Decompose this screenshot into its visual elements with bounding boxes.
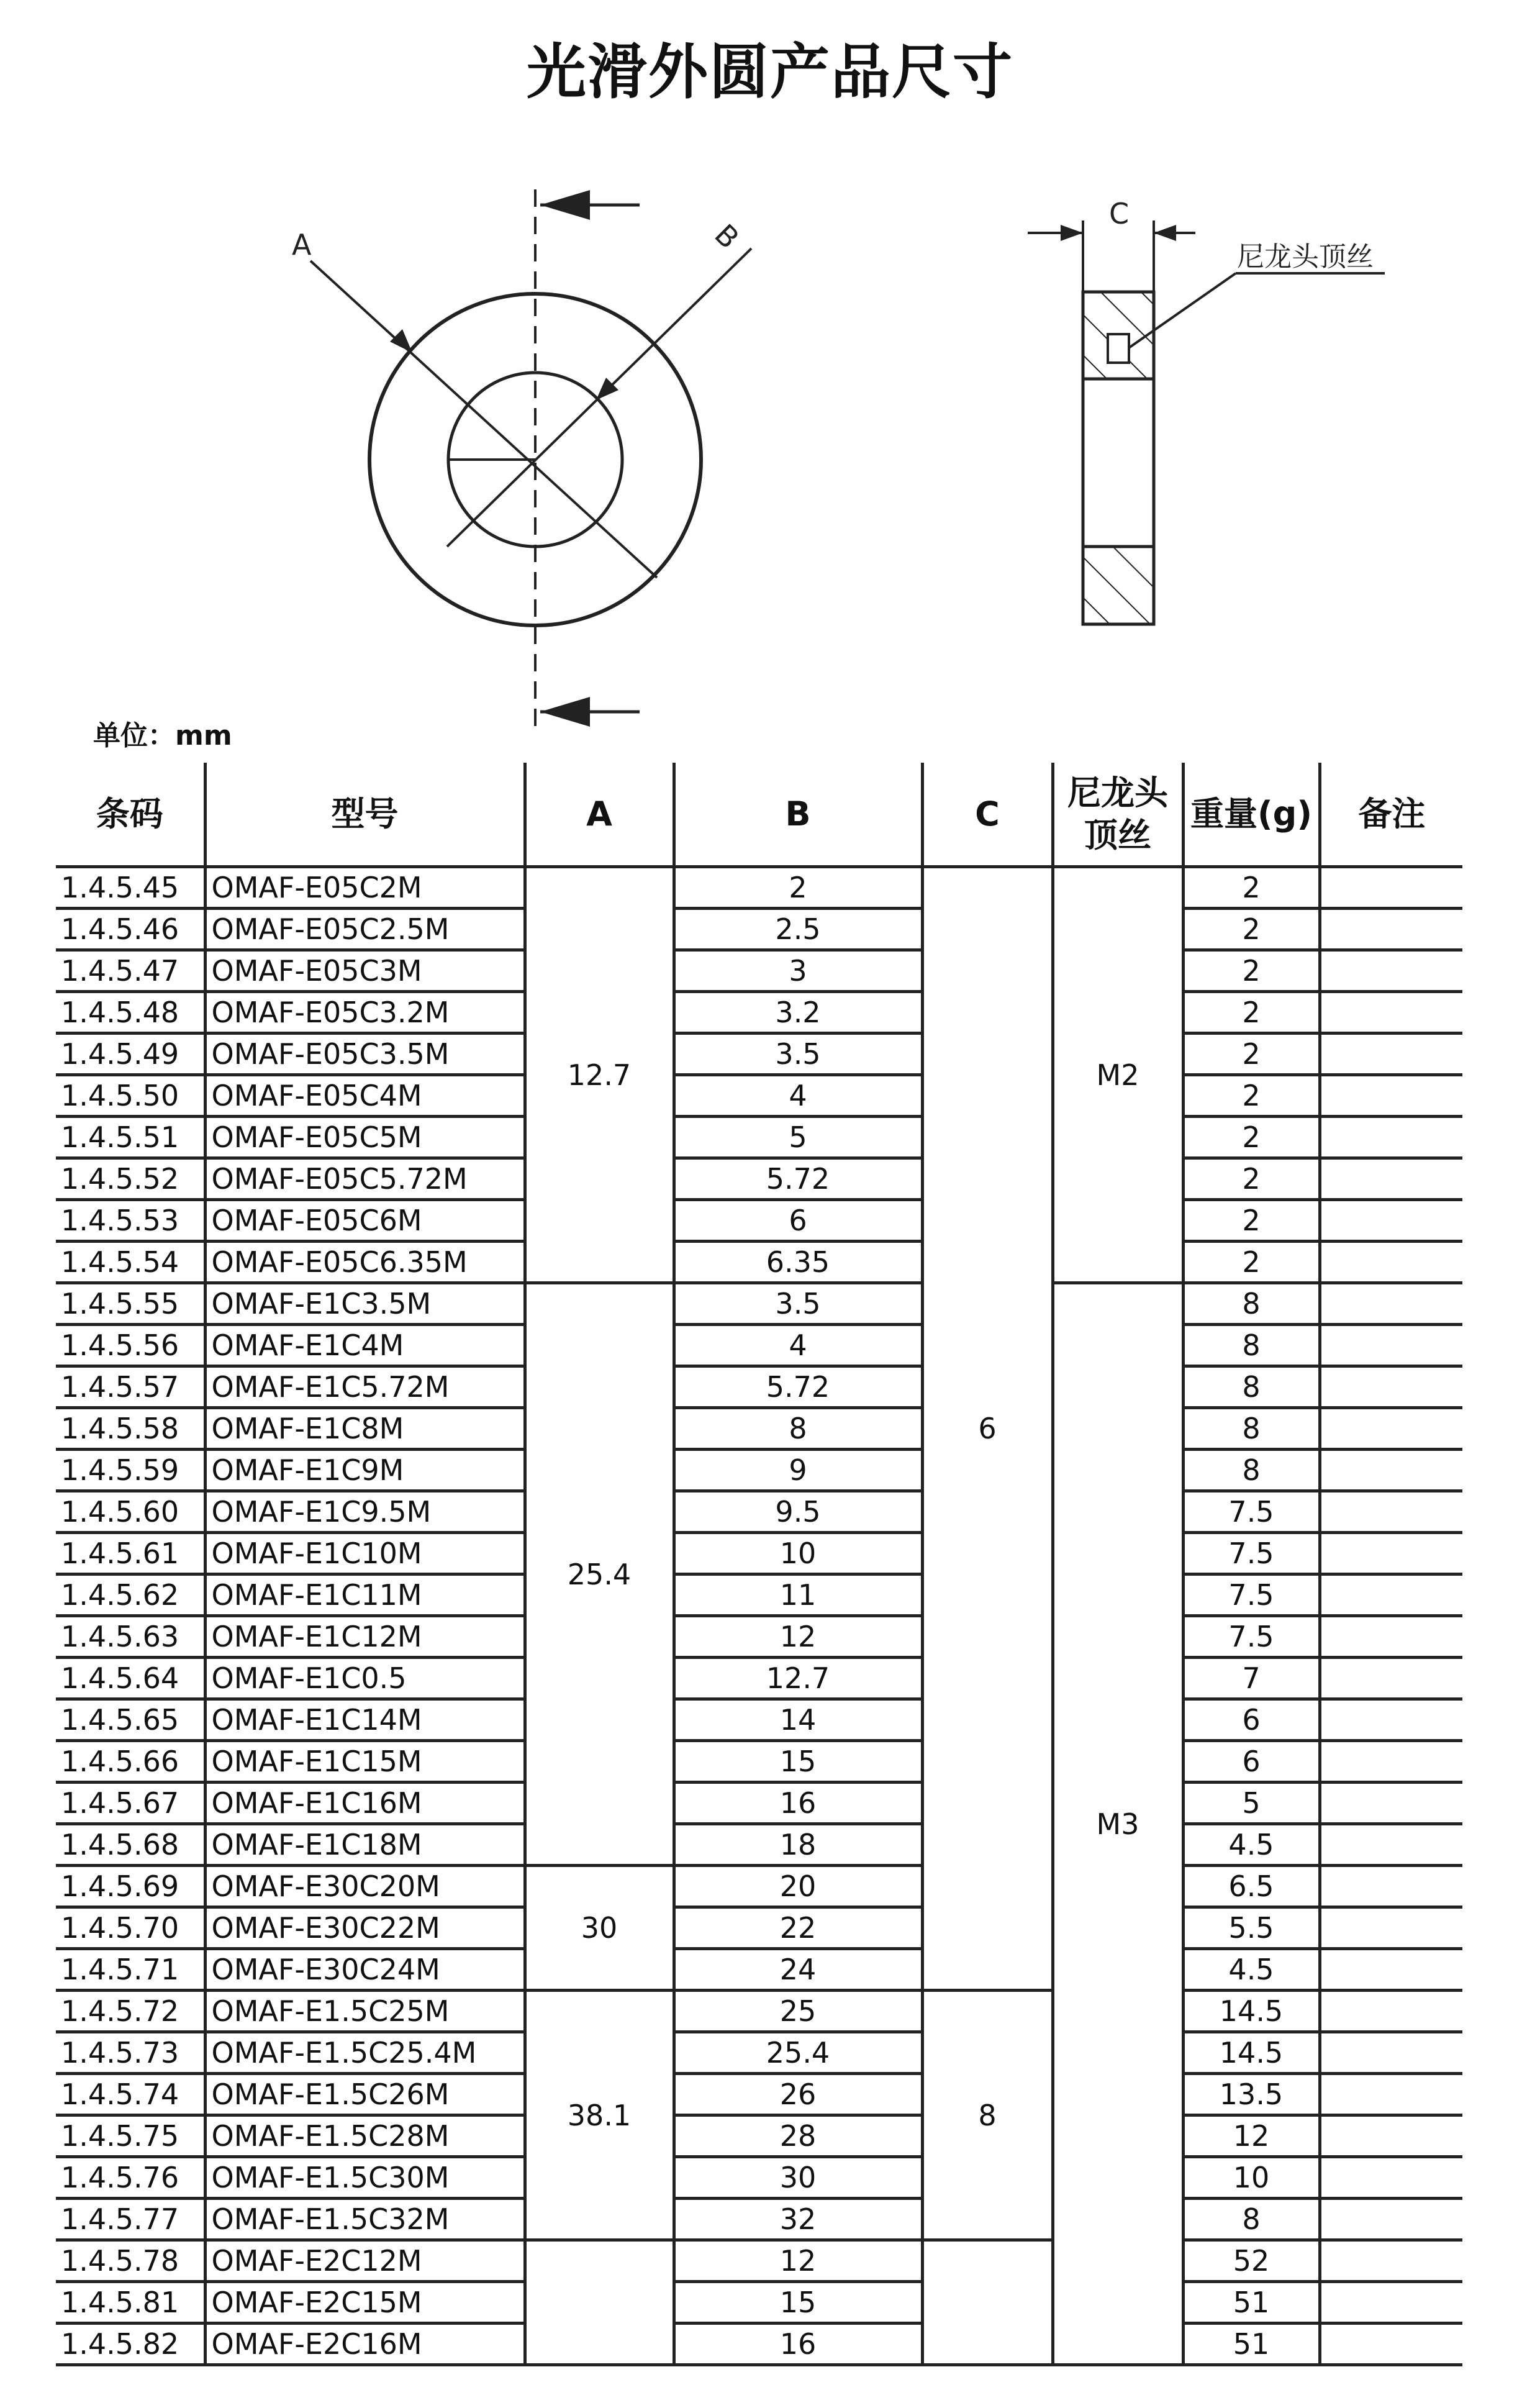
header-row <box>56 763 1462 867</box>
cell-note <box>1320 1866 1462 1907</box>
cell-b: 12 <box>674 2240 922 2282</box>
cell-b: 20 <box>674 1866 922 1907</box>
cell-weight: 2 <box>1183 1034 1320 1075</box>
cell-code: 1.4.5.69 <box>56 1866 205 1907</box>
cell-code: 1.4.5.47 <box>56 950 205 992</box>
cell-c: 6 <box>922 867 1053 1991</box>
cell-a: 38.1 <box>525 1991 674 2240</box>
cell-model: OMAF-E1C10M <box>205 1533 525 1574</box>
col-header-b: B <box>674 763 922 867</box>
arrow-a <box>390 329 412 353</box>
cell-model: OMAF-E05C5M <box>205 1117 525 1158</box>
cell-model: OMAF-E1C18M <box>205 1824 525 1866</box>
cell-code: 1.4.5.76 <box>56 2157 205 2199</box>
cell-b: 3 <box>674 950 922 992</box>
col-header-note: 备注 <box>1320 763 1462 867</box>
cell-weight: 2 <box>1183 1200 1320 1242</box>
cell-code: 1.4.5.82 <box>56 2324 205 2365</box>
table-row <box>56 950 1462 992</box>
cell-b: 18 <box>674 1824 922 1866</box>
cell-model: OMAF-E1.5C26M <box>205 2074 525 2115</box>
cell-model: OMAF-E05C3.2M <box>205 992 525 1034</box>
cell-model: OMAF-E1C9M <box>205 1450 525 1491</box>
table-row <box>56 1741 1462 1783</box>
cell-weight: 2 <box>1183 1117 1320 1158</box>
table-row <box>56 2240 1462 2282</box>
col-header-a: A <box>525 763 674 867</box>
cell-b: 25 <box>674 1991 922 2032</box>
cell-model: OMAF-E1C9.5M <box>205 1491 525 1533</box>
spec-table <box>56 763 1462 2366</box>
cell-weight: 12 <box>1183 2115 1320 2157</box>
cell-c: 8 <box>922 1991 1053 2240</box>
cell-code: 1.4.5.75 <box>56 2115 205 2157</box>
cell-weight: 10 <box>1183 2157 1320 2199</box>
col-header-screw-line1: 尼龙头 <box>1067 773 1168 812</box>
cell-b: 11 <box>674 1574 922 1616</box>
col-header-c: C <box>922 763 1053 867</box>
cell-model: OMAF-E05C3M <box>205 950 525 992</box>
table-row <box>56 1366 1462 1408</box>
cell-code: 1.4.5.52 <box>56 1158 205 1200</box>
cell-note <box>1320 1574 1462 1616</box>
cell-code: 1.4.5.66 <box>56 1741 205 1783</box>
cell-b: 16 <box>674 2324 922 2365</box>
table-row <box>56 1450 1462 1491</box>
cell-model: OMAF-E05C4M <box>205 1075 525 1117</box>
table-row <box>56 992 1462 1034</box>
table-row <box>56 867 1462 909</box>
cell-weight: 5 <box>1183 1783 1320 1824</box>
cell-code: 1.4.5.54 <box>56 1242 205 1283</box>
cell-weight: 7.5 <box>1183 1491 1320 1533</box>
cell-weight: 4.5 <box>1183 1949 1320 1991</box>
page-title: 光滑外圆产品尺寸 <box>527 37 1013 107</box>
cell-weight: 13.5 <box>1183 2074 1320 2115</box>
cell-model: OMAF-E1C8M <box>205 1408 525 1450</box>
cell-code: 1.4.5.51 <box>56 1117 205 1158</box>
cell-code: 1.4.5.72 <box>56 1991 205 2032</box>
cell-b: 2 <box>674 867 922 909</box>
cell-model: OMAF-E1C0.5 <box>205 1658 525 1699</box>
cell-note <box>1320 1991 1462 2032</box>
cell-b: 10 <box>674 1533 922 1574</box>
cell-weight: 7 <box>1183 1658 1320 1699</box>
cell-b: 5 <box>674 1117 922 1158</box>
table-row <box>56 1408 1462 1450</box>
cell-code: 1.4.5.48 <box>56 992 205 1034</box>
label-b: B <box>708 217 746 255</box>
cell-weight: 2 <box>1183 1075 1320 1117</box>
cell-note <box>1320 1158 1462 1200</box>
table-row <box>56 1283 1462 1325</box>
cell-weight: 5.5 <box>1183 1907 1320 1949</box>
cell-b: 5.72 <box>674 1158 922 1200</box>
table-row <box>56 1034 1462 1075</box>
cell-b: 12.7 <box>674 1658 922 1699</box>
cell-model: OMAF-E30C20M <box>205 1866 525 1907</box>
cell-b: 22 <box>674 1907 922 1949</box>
cell-note <box>1320 1450 1462 1491</box>
cell-model: OMAF-E1C3.5M <box>205 1283 525 1325</box>
cell-note <box>1320 950 1462 992</box>
cell-b: 3.5 <box>674 1034 922 1075</box>
table-row <box>56 2157 1462 2199</box>
cell-weight: 2 <box>1183 1242 1320 1283</box>
table-row <box>56 1866 1462 1907</box>
cell-code: 1.4.5.73 <box>56 2032 205 2074</box>
cell-model: OMAF-E1C4M <box>205 1325 525 1366</box>
cell-model: OMAF-E1C11M <box>205 1574 525 1616</box>
cell-a: 25.4 <box>525 1283 674 1866</box>
cell-a: 30 <box>525 1866 674 1991</box>
cell-model: OMAF-E1C14M <box>205 1699 525 1741</box>
cell-code: 1.4.5.63 <box>56 1616 205 1658</box>
cell-code: 1.4.5.71 <box>56 1949 205 1991</box>
cell-model: OMAF-E1C16M <box>205 1783 525 1824</box>
cell-b: 15 <box>674 1741 922 1783</box>
cell-code: 1.4.5.58 <box>56 1408 205 1450</box>
cell-weight: 8 <box>1183 1325 1320 1366</box>
cell-code: 1.4.5.70 <box>56 1907 205 1949</box>
cell-weight: 14.5 <box>1183 1991 1320 2032</box>
cell-b: 32 <box>674 2199 922 2240</box>
cell-weight: 7.5 <box>1183 1616 1320 1658</box>
cell-note <box>1320 2074 1462 2115</box>
table-row <box>56 1991 1462 2032</box>
cell-weight: 7.5 <box>1183 1574 1320 1616</box>
cell-weight: 2 <box>1183 992 1320 1034</box>
label-c: C <box>1109 197 1130 230</box>
cell-code: 1.4.5.74 <box>56 2074 205 2115</box>
col-header-weight: 重量(g) <box>1183 763 1320 867</box>
cell-weight: 8 <box>1183 1450 1320 1491</box>
cell-b: 15 <box>674 2282 922 2324</box>
cell-b: 30 <box>674 2157 922 2199</box>
cell-note <box>1320 1491 1462 1533</box>
section-arrow-top <box>540 190 590 220</box>
set-screw <box>1108 334 1129 363</box>
cell-model: OMAF-E05C5.72M <box>205 1158 525 1200</box>
cell-screw: M3 <box>1053 1283 1183 2365</box>
cell-code: 1.4.5.67 <box>56 1783 205 1824</box>
cell-weight: 14.5 <box>1183 2032 1320 2074</box>
cell-code: 1.4.5.50 <box>56 1075 205 1117</box>
cell-model: OMAF-E1.5C25.4M <box>205 2032 525 2074</box>
col-header-screw <box>1053 763 1183 867</box>
cell-model: OMAF-E1C5.72M <box>205 1366 525 1408</box>
cell-note <box>1320 2199 1462 2240</box>
cell-model: OMAF-E1.5C30M <box>205 2157 525 2199</box>
cell-weight: 2 <box>1183 1158 1320 1200</box>
cell-b: 5.72 <box>674 1366 922 1408</box>
cell-weight: 4.5 <box>1183 1824 1320 1866</box>
table-row <box>56 1242 1462 1283</box>
section-arrow-bottom <box>540 697 590 727</box>
unit-label: 单位：mm <box>93 720 232 752</box>
table-row <box>56 1491 1462 1533</box>
cell-b: 8 <box>674 1408 922 1450</box>
table-row <box>56 1574 1462 1616</box>
table-row <box>56 2074 1462 2115</box>
cell-code: 1.4.5.61 <box>56 1533 205 1574</box>
cell-note <box>1320 1741 1462 1783</box>
table-row <box>56 1616 1462 1658</box>
table-row <box>56 1699 1462 1741</box>
table-row <box>56 1158 1462 1200</box>
cell-note <box>1320 1117 1462 1158</box>
cell-note <box>1320 1616 1462 1658</box>
cell-note <box>1320 1907 1462 1949</box>
cell-a <box>525 2240 674 2365</box>
section-hatch-bottom <box>1083 547 1154 624</box>
cell-model: OMAF-E05C3.5M <box>205 1034 525 1075</box>
cell-weight: 8 <box>1183 2199 1320 2240</box>
cell-note <box>1320 1408 1462 1450</box>
cell-model: OMAF-E2C16M <box>205 2324 525 2365</box>
cell-note <box>1320 1533 1462 1574</box>
cell-code: 1.4.5.49 <box>56 1034 205 1075</box>
col-header-screw-line2: 顶丝 <box>1084 815 1151 855</box>
table-row <box>56 2324 1462 2365</box>
cell-b: 4 <box>674 1325 922 1366</box>
cell-model: OMAF-E1.5C28M <box>205 2115 525 2157</box>
cell-weight: 6.5 <box>1183 1866 1320 1907</box>
cell-code: 1.4.5.81 <box>56 2282 205 2324</box>
cell-note <box>1320 2115 1462 2157</box>
cell-model: OMAF-E1C12M <box>205 1616 525 1658</box>
dimension-drawing <box>0 0 1540 770</box>
cell-note <box>1320 1366 1462 1408</box>
cell-a: 12.7 <box>525 867 674 1283</box>
cell-note <box>1320 2032 1462 2074</box>
table-row <box>56 1949 1462 1991</box>
cell-b: 3.2 <box>674 992 922 1034</box>
cell-weight: 51 <box>1183 2324 1320 2365</box>
cell-weight: 7.5 <box>1183 1533 1320 1574</box>
col-header-code: 条码 <box>56 763 205 867</box>
cell-model: OMAF-E2C12M <box>205 2240 525 2282</box>
cell-b: 24 <box>674 1949 922 1991</box>
cell-code: 1.4.5.62 <box>56 1574 205 1616</box>
cell-model: OMAF-E05C2M <box>205 867 525 909</box>
cell-code: 1.4.5.78 <box>56 2240 205 2282</box>
cell-b: 25.4 <box>674 2032 922 2074</box>
cell-model: OMAF-E05C2.5M <box>205 909 525 950</box>
table-row <box>56 1117 1462 1158</box>
cell-code: 1.4.5.68 <box>56 1824 205 1866</box>
table-row <box>56 2282 1462 2324</box>
cell-screw: M2 <box>1053 867 1183 1283</box>
cell-model: OMAF-E05C6.35M <box>205 1242 525 1283</box>
table-row <box>56 1075 1462 1117</box>
cell-weight: 2 <box>1183 867 1320 909</box>
table-row <box>56 1325 1462 1366</box>
dim-c-arrow-left <box>1061 225 1083 241</box>
cell-model: OMAF-E2C15M <box>205 2282 525 2324</box>
table-row <box>56 1658 1462 1699</box>
table-row <box>56 1533 1462 1574</box>
cell-code: 1.4.5.56 <box>56 1325 205 1366</box>
cell-model: OMAF-E30C24M <box>205 1949 525 1991</box>
cell-b: 16 <box>674 1783 922 1824</box>
cell-b: 12 <box>674 1616 922 1658</box>
cell-b: 6.35 <box>674 1242 922 1283</box>
cell-note <box>1320 1034 1462 1075</box>
cell-code: 1.4.5.65 <box>56 1699 205 1741</box>
cell-b: 3.5 <box>674 1283 922 1325</box>
col-header-model: 型号 <box>205 763 525 867</box>
cell-model: OMAF-E1.5C32M <box>205 2199 525 2240</box>
cell-note <box>1320 1200 1462 1242</box>
cell-note <box>1320 1824 1462 1866</box>
cell-code: 1.4.5.57 <box>56 1366 205 1408</box>
cell-code: 1.4.5.55 <box>56 1283 205 1325</box>
cell-note <box>1320 1699 1462 1741</box>
cell-code: 1.4.5.77 <box>56 2199 205 2240</box>
cell-weight: 8 <box>1183 1283 1320 1325</box>
cell-note <box>1320 1242 1462 1283</box>
cell-weight: 8 <box>1183 1408 1320 1450</box>
cell-b: 9 <box>674 1450 922 1491</box>
cell-note <box>1320 1949 1462 1991</box>
side-view <box>1028 220 1385 624</box>
cell-code: 1.4.5.53 <box>56 1200 205 1242</box>
cell-note <box>1320 1783 1462 1824</box>
cell-weight: 6 <box>1183 1699 1320 1741</box>
table-row <box>56 1200 1462 1242</box>
cell-model: OMAF-E1.5C25M <box>205 1991 525 2032</box>
cell-note <box>1320 909 1462 950</box>
cell-note <box>1320 867 1462 909</box>
cell-weight: 6 <box>1183 1741 1320 1783</box>
cell-b: 28 <box>674 2115 922 2157</box>
cell-weight: 52 <box>1183 2240 1320 2282</box>
screw-label: 尼龙头顶丝 <box>1237 241 1374 273</box>
cell-weight: 2 <box>1183 909 1320 950</box>
cell-code: 1.4.5.64 <box>56 1658 205 1699</box>
dim-c-arrow-right <box>1154 225 1176 241</box>
cell-b: 4 <box>674 1075 922 1117</box>
table-row <box>56 1783 1462 1824</box>
cell-b: 26 <box>674 2074 922 2115</box>
label-a: A <box>292 228 312 261</box>
cell-code: 1.4.5.45 <box>56 867 205 909</box>
table-row <box>56 1907 1462 1949</box>
cell-note <box>1320 992 1462 1034</box>
cell-c <box>922 2240 1053 2365</box>
cell-weight: 2 <box>1183 950 1320 992</box>
cell-note <box>1320 1658 1462 1699</box>
cell-b: 6 <box>674 1200 922 1242</box>
cell-note <box>1320 1283 1462 1325</box>
cell-note <box>1320 1325 1462 1366</box>
front-view <box>310 189 751 730</box>
cell-note <box>1320 2324 1462 2365</box>
table-row <box>56 1824 1462 1866</box>
cell-b: 9.5 <box>674 1491 922 1533</box>
cell-note <box>1320 2157 1462 2199</box>
cell-weight: 8 <box>1183 1366 1320 1408</box>
table-row <box>56 2115 1462 2157</box>
cell-model: OMAF-E05C6M <box>205 1200 525 1242</box>
cell-note <box>1320 2282 1462 2324</box>
table-row <box>56 2199 1462 2240</box>
cell-code: 1.4.5.46 <box>56 909 205 950</box>
spec-table-body <box>56 867 1462 2365</box>
table-row <box>56 2032 1462 2074</box>
cell-weight: 51 <box>1183 2282 1320 2324</box>
cell-code: 1.4.5.59 <box>56 1450 205 1491</box>
cell-model: OMAF-E30C22M <box>205 1907 525 1949</box>
cell-b: 14 <box>674 1699 922 1741</box>
cell-code: 1.4.5.60 <box>56 1491 205 1533</box>
cell-b: 2.5 <box>674 909 922 950</box>
cell-model: OMAF-E1C15M <box>205 1741 525 1783</box>
cell-note <box>1320 2240 1462 2282</box>
cell-note <box>1320 1075 1462 1117</box>
table-row <box>56 909 1462 950</box>
